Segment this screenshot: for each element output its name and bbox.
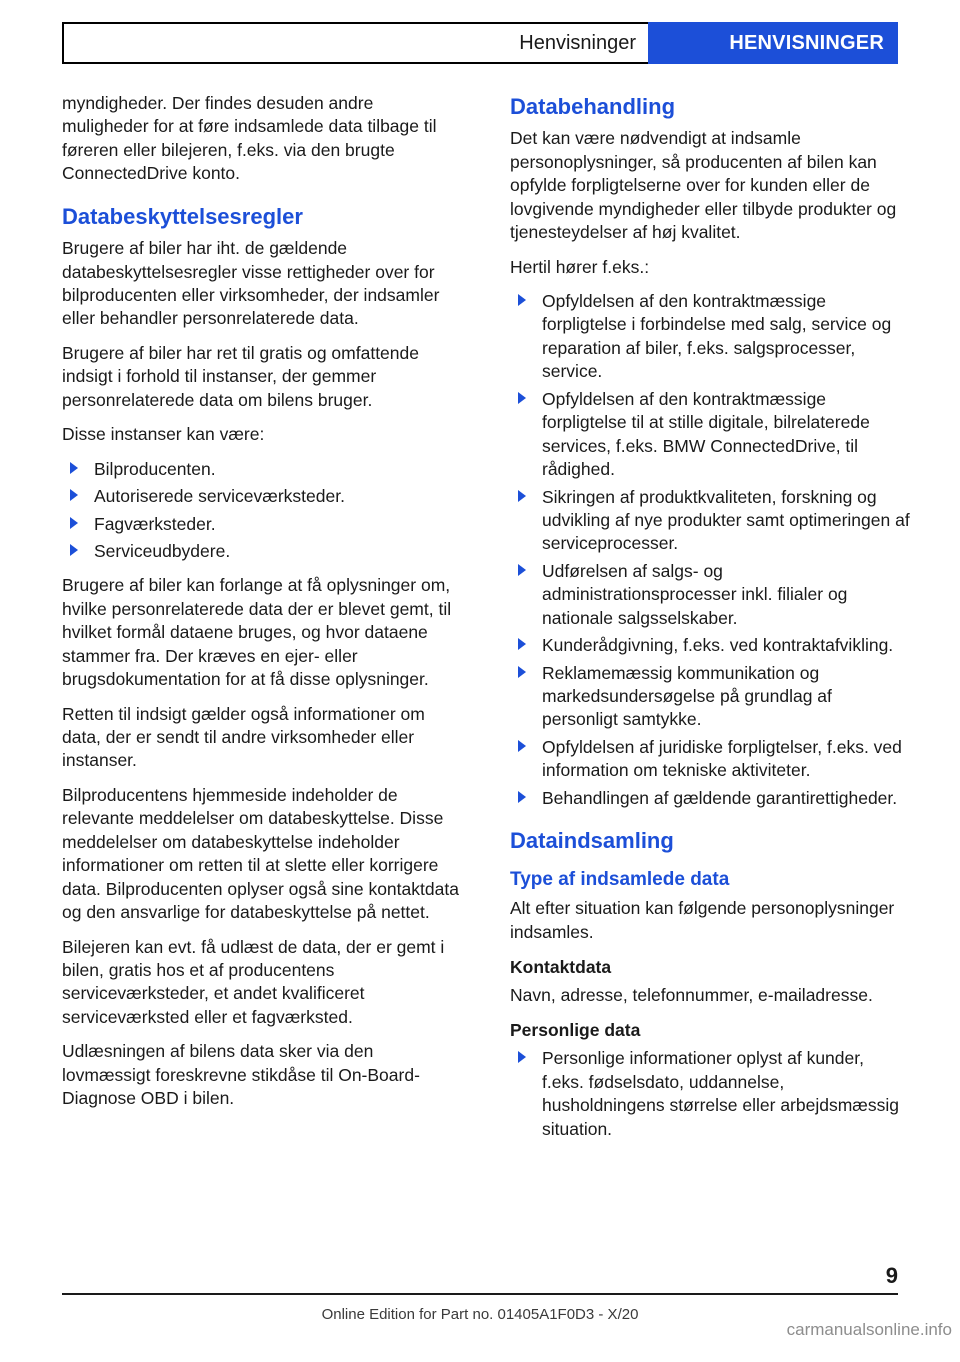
triangle-bullet-icon [518, 294, 526, 306]
list-item [510, 736, 910, 783]
triangle-bullet-icon [518, 1051, 526, 1063]
paragraph: Retten til indsigt gælder også informationer om data, der er sendt til andre virksomheder eller instanser. [62, 703, 425, 771]
footer-divider [62, 1293, 898, 1295]
list-item [510, 486, 910, 556]
header-chapter-label: Henvisninger [62, 22, 648, 64]
paragraph: Bilejeren kan evt. få udlæst de data, der er gemt i bilen, gratis hos et af producentens serviceværksteder, et andet kvalificeret serviceværksted eller et fagværksted. [62, 936, 445, 1027]
paragraph: Alt efter situation kan følgende personoplysninger indsamles. [510, 898, 895, 942]
triangle-bullet-icon [518, 392, 526, 404]
triangle-bullet-icon [518, 564, 526, 576]
paragraph: Hertil hører f.eks.: [510, 256, 650, 277]
triangle-bullet-icon [518, 490, 526, 502]
list-item [510, 290, 910, 384]
list-item-label: Reklamemæssig kommunikation og markedsundersøgelse på grundlag af personligt samtykke. [542, 662, 832, 730]
list-item [510, 634, 910, 657]
list-item-label: Personlige informationer oplyst af kunder, f.eks. fødselsdato, uddannelse, husholdningens størrelse eller arbejdsmæssig situation. [542, 1048, 899, 1139]
list-item-label: Serviceudbydere. [94, 540, 231, 561]
bullet-list [510, 290, 910, 810]
bold-heading-personlige-data: Personlige data [510, 1020, 641, 1041]
triangle-bullet-icon [70, 544, 78, 556]
triangle-bullet-icon [70, 489, 78, 501]
section-heading-dataindsamling: Dataindsamling [510, 828, 674, 854]
right-column [510, 92, 910, 1152]
list-item-label: Opfyldelsen af den kontraktmæssige forpligtelse i forbindelse med salg, service og reparation af biler, f.eks. salgsprocesser, service. [542, 291, 892, 382]
list-item [510, 662, 910, 732]
list-item [510, 388, 910, 482]
list-item-label: Behandlingen af gældende garantirettigheder. [542, 787, 898, 808]
list-item [62, 485, 462, 508]
triangle-bullet-icon [518, 666, 526, 678]
list-item [510, 1047, 910, 1141]
section-heading-databehandling: Databehandling [510, 94, 676, 119]
bold-heading-kontaktdata: Kontaktdata [510, 957, 612, 978]
triangle-bullet-icon [70, 517, 78, 529]
list-item-label: Udførelsen af salgs- og administrationsprocesser inkl. filialer og nationale salgsselskaber. [542, 560, 848, 628]
list-item [510, 560, 910, 630]
triangle-bullet-icon [518, 740, 526, 752]
section-heading-databeskyttelsesregler: Databeskyttelsesregler [62, 203, 303, 229]
paragraph: Brugere af biler har ret til gratis og omfattende indsigt i forhold til instanser, der gemmer personrelaterede data om bilens bruger. [62, 342, 419, 410]
list-item-label: Fagværksteder. [94, 513, 216, 534]
list-item-label: Autoriserede serviceværksteder. [94, 486, 345, 507]
list-item-label: Opfyldelsen af juridiske forpligtelser, f.eks. ved information om tekniske aktiviteter. [542, 736, 902, 781]
page-header [62, 22, 898, 64]
header-chapter-tab: HENVISNINGER [648, 22, 898, 64]
bullet-list [510, 1047, 910, 1141]
subsection-heading-type-af-indsamlede-data: Type af indsamlede data [510, 868, 730, 890]
list-item-label: Opfyldelsen af den kontraktmæssige forpligtelse til at stille digitale, bilrelaterede services, f.eks. BMW ConnectedDrive, til rådighed. [542, 388, 870, 480]
paragraph: Bilproducentens hjemmeside indeholder de relevante meddelelser om databeskyttelse. Disse meddelelser om databeskyttelse indeholder informationer om retten til at slette eller korrigere data. Bilproducenten oplyser også sine kontaktdata og den ansvarlige for databeskyttelse på nettet. [62, 784, 459, 923]
list-item-label: Sikringen af produktkvaliteten, forskning og udvikling af nye produkter samt optimeringen af serviceprocesser. [542, 486, 910, 554]
page-number: 9 [885, 1263, 898, 1288]
paragraph: Disse instanser kan være: [62, 424, 265, 445]
list-item [62, 458, 462, 481]
watermark-text: carmanualsonline.info [786, 1320, 952, 1339]
paragraph: Brugere af biler har iht. de gældende databeskyttelsesregler visse rettigheder over for bilproducenten eller virksomheder, der indsamler eller behandler personrelaterede data. [62, 238, 440, 329]
paragraph: Brugere af biler kan forlange at få oplysninger om, hvilke personrelaterede data der er blevet gemt, til hvilket formål dataene bruges, og hvor dataene stammer fra. Der kræves en ejer- eller brugsdokumentation for at få disse oplysninger. [62, 575, 452, 690]
paragraph: Navn, adresse, telefonnummer, e-mailadresse. [510, 985, 873, 1006]
paragraph: Udlæsningen af bilens data sker via den lovmæssigt foreskrevne stikdåse til On-Board-Diagnose OBD i bilen. [62, 1041, 420, 1109]
triangle-bullet-icon [518, 791, 526, 803]
footer-edition-text: Online Edition for Part no. 01405A1F0D3 - X/20 [321, 1306, 639, 1323]
list-item [62, 513, 462, 536]
triangle-bullet-icon [70, 462, 78, 474]
left-column [62, 92, 462, 1122]
list-item-label: Bilproducenten. [94, 458, 216, 479]
list-item-label: Kunderådgivning, f.eks. ved kontraktafvikling. [542, 635, 894, 656]
paragraph: myndigheder. Der findes desuden andre muligheder for at føre indsamlede data tilbage til føreren eller bilejeren, f.eks. via den brugte ConnectedDrive konto. [62, 93, 437, 184]
paragraph: Det kan være nødvendigt at indsamle personoplysninger, så producenten af bilen kan opfylde forpligtelserne over for kunden eller de lovgivende myndigheder eller tilbyde produkter og tjenesteydelser af høj kvalitet. [510, 128, 897, 243]
triangle-bullet-icon [518, 638, 526, 650]
list-item [62, 540, 462, 563]
bullet-list [62, 458, 462, 564]
list-item [510, 787, 910, 810]
